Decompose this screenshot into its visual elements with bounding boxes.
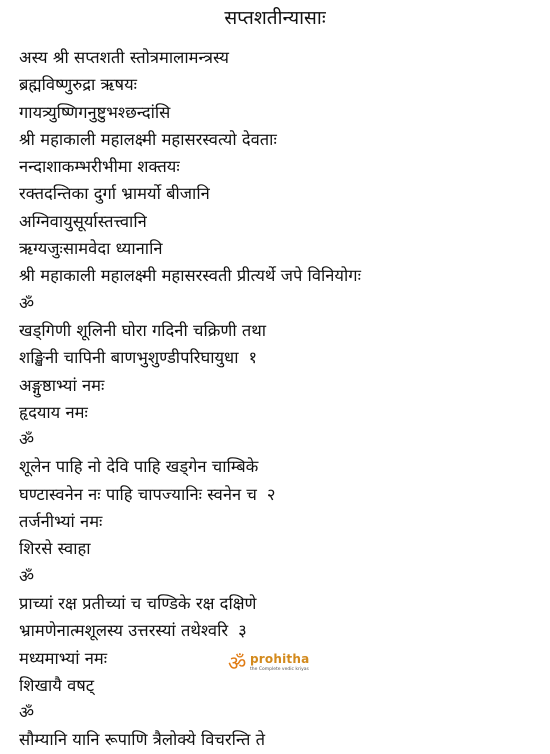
logo-tagline: the Complete vedic kriyas [250,667,309,672]
verse-line [19,71,361,98]
om-symbol: ॐ [19,566,35,586]
verse-line [19,44,361,71]
verse-text: खड्गिणी शूलिनी घोरा गदिनी चक्रिणी तथा [19,320,267,340]
verse-line [19,590,361,617]
verse-text: अङ्गुष्ठाभ्यां नमः [19,375,105,395]
verse-line [19,617,361,644]
verse-line [19,126,361,153]
page-title: सप्तशतीन्यासाः [224,7,326,29]
verse-number: १ [248,348,258,368]
verse-text: शङ्खिनी चापिनी बाणभुशुण्डीपरिघायुधा [19,348,239,368]
verse-text: श्री महाकाली महालक्ष्मी महासरस्वती प्रीत्यर्थे जपे विनियोगः [19,266,361,286]
verse-text: शिरसे स्वाहा [19,539,91,559]
om-line [19,426,361,453]
verse-line [19,153,361,180]
verse-text: घण्टास्वनेन नः पाहि चापज्यानिः स्वनेन च [19,484,257,504]
verse-line [19,317,361,344]
verse-text: नन्दाशाकम्भरीभीमा शक्तयः [19,157,180,177]
verse-line [19,344,361,371]
om-line [19,290,361,317]
verse-line [19,726,361,753]
verse-number: ३ [238,621,247,641]
verse-number: २ [266,484,276,504]
verse-text: मध्यमाभ्यां नमः [19,648,108,668]
verse-line [19,235,361,262]
verse-line [19,481,361,508]
verse-text: हृदयाय नमः [19,402,88,422]
verse-line [19,180,361,207]
verse-text: शूलेन पाहि नो देवि पाहि खड्गेन चाम्बिके [19,457,259,477]
om-line [19,699,361,726]
verse-line [19,372,361,399]
verse-line [19,399,361,426]
verse-text: प्राच्यां रक्ष प्रतीच्यां च चण्डिके रक्ष दक्षिणे [19,593,257,613]
verse-text: तर्जनीभ्यां नमः [19,512,103,532]
om-logo-icon: ॐ [228,651,247,675]
om-symbol: ॐ [19,703,35,723]
verse-text: गायत्र्युष्णिगनुष्टुभश्छन्दांसि [19,102,171,122]
verse-text: रक्तदन्तिका दुर्गा भ्रामर्यो बीजानि [19,184,210,204]
verse-text: श्री महाकाली महालक्ष्मी महासरस्वत्यो देवताः [19,129,277,149]
verse-line [19,99,361,126]
verse-line [19,453,361,480]
verse-text: अस्य श्री सप्तशती स्तोत्रमालामन्त्रस्य [19,48,229,67]
om-line [19,563,361,590]
verse-text: ब्रह्मविष्णुरुद्रा ऋषयः [19,75,137,95]
verse-line [19,508,361,535]
verse-text: अग्निवायुसूर्यास्तत्त्वानि [19,211,147,231]
verse-line [19,262,361,289]
verse-line [19,535,361,562]
prohitha-logo [228,652,328,676]
verse-list [19,44,361,754]
verse-text: भ्रामणेनात्मशूलस्य उत्तरस्यां तथेश्वरि [19,621,229,641]
om-symbol: ॐ [19,430,35,450]
logo-wordmark: prohitha [250,652,310,666]
verse-text: ऋग्यजुःसामवेदा ध्यानानि [19,239,163,259]
verse-text: सौम्यानि यानि रूपाणि त्रैलोक्ये विचरन्ति ते [19,730,266,750]
verse-line [19,208,361,235]
verse-text: शिखायै वषट् [19,675,95,695]
om-symbol: ॐ [19,293,35,313]
